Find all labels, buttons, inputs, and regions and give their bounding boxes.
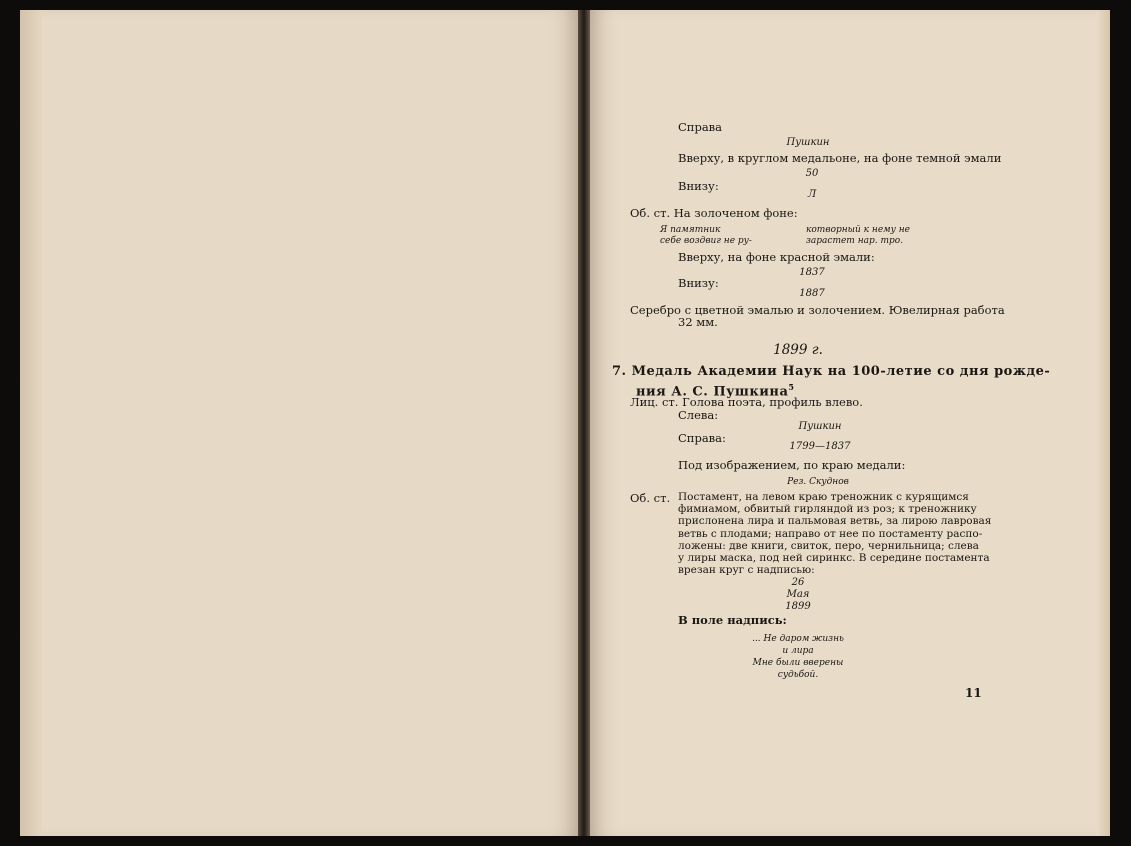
label-sleva: Слева: [678, 408, 719, 422]
right-page [590, 10, 1110, 836]
silver-description-1: Серебро с цветной эмалью и золочением. Ювелирная работа [630, 303, 1005, 317]
date-year: 1899 [785, 601, 811, 612]
label-vnizu: Внизу: [678, 179, 719, 193]
verse-line: судьбой. [777, 670, 819, 680]
field-inscription-label: В поле надпись: [678, 613, 787, 627]
silver-description-2: 32 мм. [678, 315, 718, 329]
red-enamel-line: Вверху, на фоне красной эмали: [678, 250, 875, 264]
obverse-text-line: у лиры маска, под ней сиринкс. В середине постамента [678, 552, 990, 565]
item-7-heading-text: ния А. С. Пушкина [636, 384, 789, 400]
item-7-heading-1: 7. Медаль Академии Наук на 100-летие со дня рожде- [612, 364, 1051, 379]
obverse-text-line: врезан круг с надписью: [678, 564, 815, 577]
obverse-gold-line: Об. ст. На золоченом фоне: [630, 206, 798, 220]
engraver-signature: Рез. Скуднов [787, 477, 849, 487]
date-day: 26 [791, 577, 805, 588]
obverse-text-line: ветвь с плодами; направо от нее по постаменту распо- [678, 527, 983, 540]
page-number: 11 [965, 686, 982, 700]
date-month: Мая [786, 589, 810, 600]
obverse-text-line: прислонена лира и пальмовая ветвь, за лирою лавровая [678, 515, 992, 528]
inscription-years: 1799—1837 [789, 441, 851, 452]
open-book [8, 10, 1116, 836]
medallion-line: Вверху, в круглом медальоне, на фоне темной эмали [678, 151, 1002, 165]
verse-line: и лира [782, 646, 814, 656]
obverse-label: Об. ст. [630, 491, 671, 505]
year-heading: 1899 г. [773, 342, 823, 358]
poem-left-2: себе воздвиг не ру- [660, 236, 752, 246]
verse-line: Мне были вверены [752, 658, 844, 668]
inscription-1837: 1837 [799, 267, 825, 278]
left-page-blank [20, 10, 578, 836]
obverse-text-line: фимиамом, обвитый гирляндой из роз; к треножнику [678, 503, 977, 516]
inscription-1887: 1887 [799, 288, 825, 299]
poem-right-2: зарастет нар. тро. [806, 236, 904, 246]
inscription-pushkin-2: Пушкин [798, 421, 842, 432]
inscription-pushkin: Пушкин [786, 137, 830, 148]
poem-right-1: котворный к нему не [806, 225, 910, 235]
under-image-line: Под изображением, по краю медали: [678, 458, 906, 472]
obverse-text-line: ложены: две книги, свиток, перо, чернильница; слева [678, 539, 979, 552]
label-sprava: Справа [678, 120, 723, 134]
face-side-line: Лиц. ст. Голова поэта, профиль влево. [630, 395, 863, 409]
poem-left-1: Я памятник [660, 225, 721, 235]
verse-line: ... Не даром жизнь [752, 634, 844, 644]
label-vnizu-2: Внизу: [678, 276, 719, 290]
obverse-paragraph [678, 491, 991, 576]
label-sprava-2: Справа: [678, 431, 726, 445]
inscription-l: Л [807, 189, 817, 200]
footnote-mark: 5 [788, 382, 795, 392]
book-spine [578, 10, 590, 836]
inscription-50: 50 [805, 168, 819, 179]
obverse-text-line: Постамент, на левом краю треножник с курящимся [678, 491, 969, 503]
